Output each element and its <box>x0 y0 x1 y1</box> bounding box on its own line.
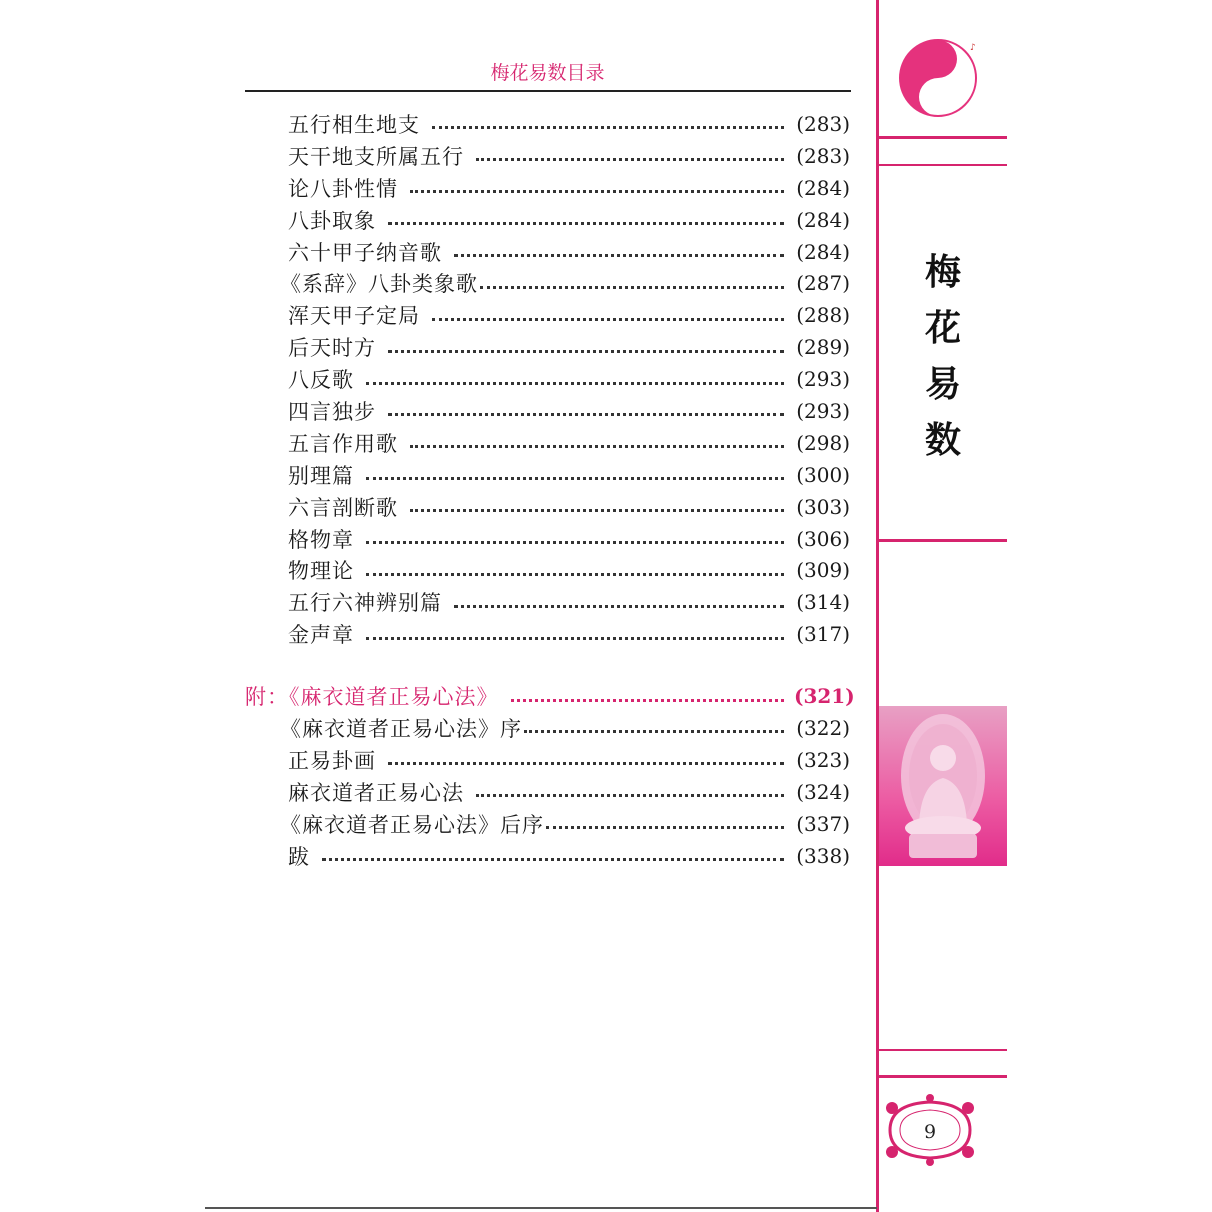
vertical-title-char: 梅 <box>924 252 961 293</box>
dot-leader <box>366 573 784 576</box>
toc-entry-title: 浑天甲子定局 <box>288 304 420 329</box>
toc-entry-title: 《麻衣道者正易心法》后序 <box>280 812 544 837</box>
toc-entry-title: 麻衣道者正易心法 <box>288 780 464 805</box>
vertical-title-char: 花 <box>924 308 961 349</box>
toc-entry-page: (298) <box>796 430 850 455</box>
dot-leader <box>366 541 784 544</box>
toc-entry-title: 五行相生地支 <box>288 112 420 137</box>
dot-leader <box>366 382 784 385</box>
toc-entry[interactable] <box>245 427 850 459</box>
side-band-divider <box>879 164 1007 166</box>
toc-entry-page: (283) <box>796 143 850 168</box>
toc-entry[interactable] <box>245 299 850 331</box>
toc-entry-title: 六言剖断歌 <box>288 495 398 520</box>
bottom-rule <box>205 1207 877 1209</box>
toc-entry-page: (289) <box>796 335 850 360</box>
toc-entry-page: (338) <box>796 843 850 868</box>
dot-leader <box>432 126 784 129</box>
toc-entry[interactable] <box>245 491 850 523</box>
vertical-title-char: 数 <box>924 420 961 461</box>
header-rule <box>245 90 851 92</box>
toc-entry-page: (300) <box>796 462 850 487</box>
toc-entry-title: 五行六神辨别篇 <box>288 591 442 616</box>
toc-entry[interactable] <box>245 744 850 776</box>
toc-appendix-entry[interactable] <box>245 680 855 712</box>
toc-entry-page: (288) <box>796 303 850 328</box>
toc-entry-page: (284) <box>796 239 850 264</box>
toc-entry-title: 物理论 <box>288 559 354 584</box>
toc-entry[interactable] <box>245 808 850 840</box>
dot-leader <box>476 158 784 161</box>
toc-entry-title: 《麻衣道者正易心法》序 <box>280 716 522 741</box>
vertical-title-char: 易 <box>924 364 961 405</box>
toc-entry-title: 别理篇 <box>288 463 354 488</box>
dot-leader <box>480 286 784 289</box>
toc-entry[interactable] <box>245 840 850 872</box>
dot-leader <box>476 794 784 797</box>
dot-leader <box>388 762 784 765</box>
toc-entry-page: (309) <box>796 558 850 583</box>
toc-entry[interactable] <box>245 586 850 618</box>
dot-leader <box>366 477 784 480</box>
vertical-book-title <box>912 245 974 469</box>
toc-entry-title: 格物章 <box>288 527 354 552</box>
dot-leader <box>366 637 784 640</box>
toc-entry-title: 八卦取象 <box>288 208 376 233</box>
toc-entry-title: 五言作用歌 <box>288 431 398 456</box>
dot-leader <box>388 350 784 353</box>
toc-entry[interactable] <box>245 172 850 204</box>
toc-appendix-page: (321) <box>794 684 855 709</box>
dot-leader <box>524 730 784 733</box>
side-band-divider <box>879 1075 1007 1078</box>
yin-yang-icon <box>898 38 978 118</box>
toc-entry-page: (337) <box>796 811 850 836</box>
side-band-divider <box>879 1049 1007 1051</box>
toc-entry-page: (322) <box>796 715 850 740</box>
toc-entry[interactable] <box>245 363 850 395</box>
toc-entry-title: 论八卦性情 <box>288 176 398 201</box>
toc-entry-title: 跋 <box>288 844 310 869</box>
toc-entry-title: 正易卦画 <box>288 748 376 773</box>
toc-entry-page: (303) <box>796 494 850 519</box>
toc-entry[interactable] <box>245 140 850 172</box>
toc-entry-page: (293) <box>796 398 850 423</box>
toc-entry-title: 《系辞》八卦类象歌 <box>280 272 478 297</box>
toc-entry-page: (306) <box>796 526 850 551</box>
toc-entry-page: (324) <box>796 779 850 804</box>
toc-entry[interactable] <box>245 618 850 650</box>
running-head: 梅花易数目录 <box>490 62 605 84</box>
toc-entry[interactable] <box>245 523 850 555</box>
dot-leader <box>511 699 785 702</box>
dot-leader <box>546 826 784 829</box>
toc-entry-title: 金声章 <box>288 623 354 648</box>
toc-entry[interactable] <box>245 204 850 236</box>
toc-entry-page: (323) <box>796 747 850 772</box>
side-band-rule <box>876 0 879 1212</box>
toc-entry-page: (283) <box>796 111 850 136</box>
dot-leader <box>432 318 784 321</box>
dot-leader <box>454 605 784 608</box>
toc-entry[interactable] <box>245 395 850 427</box>
toc-entry-title: 六十甲子纳音歌 <box>288 240 442 265</box>
toc-entry[interactable] <box>245 236 850 268</box>
toc-entry-title: 四言独步 <box>288 399 376 424</box>
toc-entry-page: (293) <box>796 367 850 392</box>
toc-entry-page: (317) <box>796 622 850 647</box>
dot-leader <box>410 445 784 448</box>
side-band-divider <box>879 539 1007 542</box>
toc-entry-page: (284) <box>796 207 850 232</box>
dot-leader <box>322 858 784 861</box>
toc-entry[interactable] <box>245 459 850 491</box>
toc-entry-page: (287) <box>796 271 850 296</box>
svg-text:♪: ♪ <box>970 43 976 53</box>
dot-leader <box>388 222 784 225</box>
toc-entry-page: (284) <box>796 175 850 200</box>
side-band-divider <box>879 136 1007 139</box>
toc-entry[interactable] <box>245 712 850 744</box>
toc-entry-title: 天干地支所属五行 <box>288 144 464 169</box>
dot-leader <box>410 509 784 512</box>
toc-entry-title: 后天时方 <box>288 336 376 361</box>
buddha-statue-image <box>879 706 1007 866</box>
toc-entry[interactable] <box>245 554 850 586</box>
toc-entry[interactable] <box>245 331 850 363</box>
page-number: 9 <box>923 1121 937 1143</box>
toc-entry[interactable] <box>245 776 850 808</box>
toc-entry-page: (314) <box>796 590 850 615</box>
table-of-contents <box>245 108 855 871</box>
dot-leader <box>454 254 784 257</box>
dot-leader <box>410 190 784 193</box>
toc-entry[interactable] <box>245 108 850 140</box>
dot-leader <box>388 413 784 416</box>
toc-entry-title: 八反歌 <box>288 368 354 393</box>
toc-entry[interactable] <box>245 267 850 299</box>
toc-appendix-title: 附：《麻衣道者正易心法》 <box>245 685 499 710</box>
